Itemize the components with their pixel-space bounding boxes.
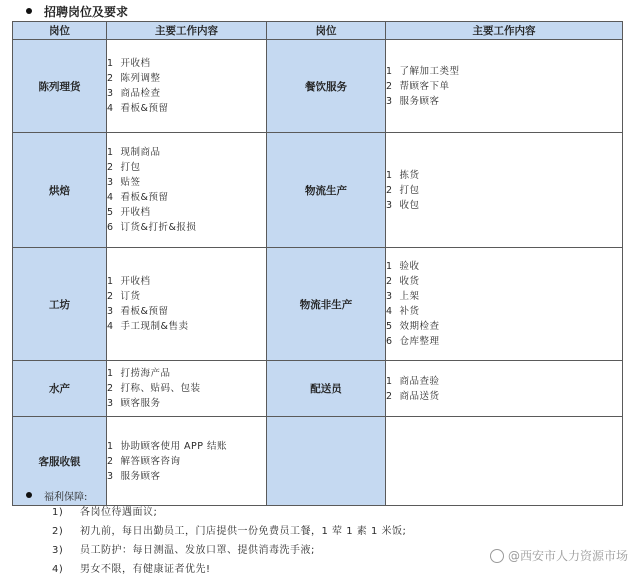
table-row — [13, 133, 623, 248]
benefits-section — [14, 487, 406, 579]
position-name: 物流非生产 — [267, 248, 386, 361]
duty-item: 2 帮顾客下单 — [386, 80, 450, 92]
position-name: 水产 — [13, 361, 107, 417]
duty-item: 5 效期检查 — [386, 321, 440, 332]
duty-item: 1 协助顾客使用 APP 结账 — [107, 440, 228, 452]
duty-item: 3 服务顾客 — [107, 470, 161, 482]
benefit-item: 2) 初九前，每日出勤员工，门店提供一份免费员工餐，1 荤 1 素 1 米饭; — [52, 526, 407, 537]
position-name: 烘焙 — [13, 133, 107, 248]
duty-list — [386, 248, 623, 361]
duty-list — [386, 361, 623, 417]
duty-item: 3 上架 — [386, 291, 420, 302]
duty-item: 1 打捞海产品 — [107, 368, 171, 379]
duty-item: 2 订货 — [107, 291, 141, 302]
duty-list — [107, 361, 267, 417]
duty-list — [386, 133, 623, 248]
table-row — [13, 248, 623, 361]
duty-item: 6 订货&打折&报损 — [107, 222, 197, 233]
position-name: 工坊 — [13, 248, 107, 361]
duty-list — [107, 40, 267, 133]
header-duties-right: 主要工作内容 — [386, 22, 623, 40]
duty-list — [107, 133, 267, 248]
duty-item: 1 开收档 — [107, 276, 151, 287]
duty-item: 4 看板&预留 — [107, 192, 169, 203]
table-header-row — [13, 22, 623, 40]
table-row — [13, 361, 623, 417]
duty-item: 5 开收档 — [107, 207, 151, 218]
benefit-item: 3) 员工防护：每日测温、发放口罩、提供消毒洗手液; — [52, 545, 315, 556]
weibo-icon — [490, 549, 504, 563]
header-position-right: 岗位 — [267, 22, 386, 40]
position-name: 客服收银 — [13, 417, 107, 506]
duty-item: 2 收货 — [386, 276, 420, 287]
section-title: 招聘岗位及要求 — [44, 4, 129, 19]
duty-list — [386, 40, 623, 133]
duty-item: 3 商品检查 — [107, 88, 161, 99]
duty-item: 2 陈列调整 — [107, 73, 161, 84]
position-name: 餐饮服务 — [267, 40, 386, 133]
benefit-item: 4) 男女不限，有健康证者优先! — [52, 564, 211, 575]
duty-item: 1 现制商品 — [107, 147, 161, 158]
position-name: 物流生产 — [267, 133, 386, 248]
position-name: 配送员 — [267, 361, 386, 417]
duty-item: 2 打包 — [386, 184, 420, 196]
duty-item: 4 手工现制&售卖 — [107, 321, 189, 332]
benefits-heading — [14, 487, 406, 503]
duty-item: 3 顾客服务 — [107, 398, 161, 409]
duty-item: 3 收包 — [386, 199, 420, 211]
duty-item: 1 拣货 — [386, 169, 420, 181]
duty-item: 2 打称、贴码、包装 — [107, 383, 201, 394]
duty-item: 1 商品查验 — [386, 375, 440, 387]
benefits-title: 福利保障: — [44, 491, 88, 503]
duty-list — [386, 417, 623, 506]
duty-item: 3 看板&预留 — [107, 306, 169, 317]
duty-item: 4 看板&预留 — [107, 103, 169, 114]
section-heading — [14, 2, 128, 20]
duty-item: 3 服务顾客 — [386, 95, 440, 107]
recruitment-table — [12, 21, 623, 506]
bullet-icon — [26, 8, 32, 14]
weibo-watermark — [490, 547, 628, 564]
benefit-item: 1) 各岗位待遇面议; — [52, 507, 158, 518]
header-position-left: 岗位 — [13, 22, 107, 40]
duty-item: 1 开收档 — [107, 58, 151, 69]
watermark-text: @西安市人力资源市场 — [507, 549, 628, 563]
duty-item: 1 验收 — [386, 261, 420, 272]
duty-item: 4 补货 — [386, 306, 420, 317]
duty-item: 2 打包 — [107, 162, 141, 173]
duty-item: 2 解答顾客咨询 — [107, 455, 181, 467]
table-row — [13, 40, 623, 133]
position-name: 陈列理货 — [13, 40, 107, 133]
duty-item: 3 贴签 — [107, 177, 141, 188]
duty-item: 2 商品送货 — [386, 390, 440, 402]
header-duties-left: 主要工作内容 — [107, 22, 267, 40]
bullet-icon — [26, 492, 32, 498]
duty-item: 6 仓库整理 — [386, 336, 440, 347]
duty-list — [107, 248, 267, 361]
duty-item: 1 了解加工类型 — [386, 65, 460, 77]
